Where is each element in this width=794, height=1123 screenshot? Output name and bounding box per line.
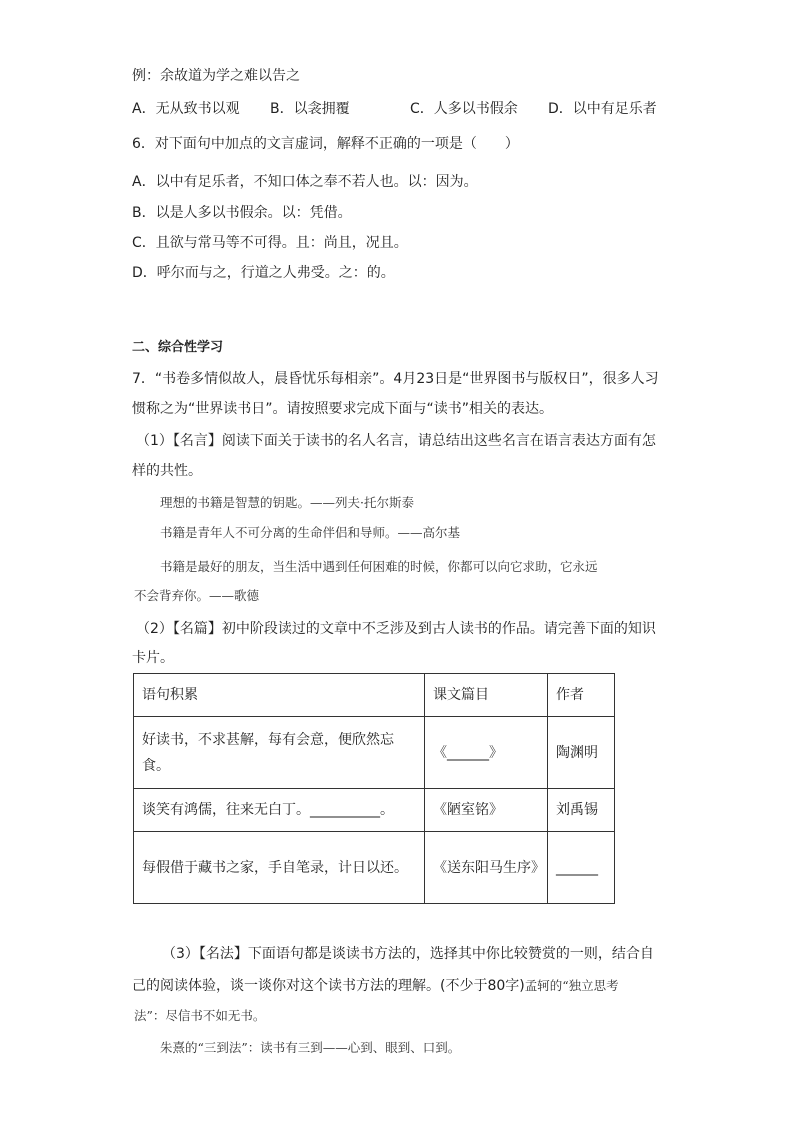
part2-line-2: 卡片。 (132, 650, 174, 666)
knowledge-card-table (133, 673, 615, 904)
option-d: D．以中有足乐者 (548, 101, 657, 117)
table-header-cell: 课文篇目 (425, 674, 548, 717)
part3-line-4: 朱熹的“三到法”：读书有三到——心到、眼到、口到。 (160, 1040, 461, 1055)
q6-choice-b: B．以是人多以书假余。以：凭借。 (132, 205, 352, 221)
table-header-cell: 语句积累 (134, 674, 425, 717)
part1-line-2: 样的共性。 (132, 463, 202, 479)
part3-line-2 (132, 976, 619, 996)
table-row (134, 717, 615, 789)
table-cell: 陶渊明 (548, 717, 615, 789)
table-header-row (134, 674, 615, 717)
table-cell: ______ (548, 832, 615, 904)
table-cell: 谈笑有鸿儒，往来无白丁。__________。 (134, 789, 425, 832)
q6-choice-a: A．以中有足乐者，不知口体之奉不若人也。以：因为。 (132, 174, 478, 190)
example-line: 例：余故道为学之难以告之 (132, 68, 300, 84)
table-cell: 好读书，不求甚解，每有会意，便欣然忘食。 (134, 717, 425, 789)
q6-stem: 6．对下面句中加点的文言虚词，解释不正确的一项是（ ） (132, 136, 519, 152)
section-heading: 二、综合性学习 (132, 340, 224, 355)
part1-line-1: （1）【名言】阅读下面关于读书的名人名言，请总结出这些名言在语言表达方面有怎 (136, 433, 656, 449)
part3-line-2-text: 己的阅读体验，谈一谈你对这个读书方法的理解。(不少于80字) (132, 978, 525, 994)
q7-line-1: 7．“书卷多情似故人，晨昏忧乐每相亲”。4月23日是“世界图书与版权日”，很多人习 (132, 371, 659, 387)
part3-line-1: （3）【名法】下面语句都是谈读书方法的，选择其中你比较赞赏的一则，结合自 (162, 946, 654, 962)
option-b: B．以衾拥覆 (270, 101, 350, 117)
option-c: C．人多以书假余 (410, 101, 518, 117)
table-cell: 《陋室铭》 (425, 789, 548, 832)
q6-choice-c: C．且欲与常马等不可得。且：尚且，况且。 (132, 235, 408, 251)
part3-line-3: 法”：尽信书不如无书。 (134, 1008, 266, 1023)
option-a: A．无从致书以观 (132, 101, 240, 117)
table-header-cell: 作者 (548, 674, 615, 717)
table-row (134, 832, 615, 904)
table-cell: 每假借于藏书之家，手自笔录，计日以还。 (134, 832, 425, 904)
q6-choice-d: D．呼尔而与之，行道之人弗受。之：的。 (132, 265, 395, 281)
part3-line-2-quote: 孟轲的“独立思考 (524, 978, 619, 993)
table-cell: 刘禹锡 (548, 789, 615, 832)
table-cell: 《______》 (425, 717, 548, 789)
table-row (134, 789, 615, 832)
table-cell: 《送东阳马生序》 (425, 832, 548, 904)
quote-goethe-line-2: 不会背弃你。——歌德 (134, 588, 260, 603)
q7-line-2: 惯称之为“世界读书日”。请按照要求完成下面与“读书”相关的表达。 (132, 401, 554, 417)
quote-tolstoy: 理想的书籍是智慧的钥匙。——列夫·托尔斯泰 (160, 495, 414, 510)
part2-line-1: （2）【名篇】初中阶段读过的文章中不乏涉及到古人读书的作品。请完善下面的知识 (136, 621, 656, 637)
quote-goethe-line-1: 书籍是最好的朋友，当生活中遇到任何困难的时候，你都可以向它求助，它永远 (160, 559, 598, 574)
quote-gorky: 书籍是青年人不可分离的生命伴侣和导师。——高尔基 (160, 525, 461, 540)
